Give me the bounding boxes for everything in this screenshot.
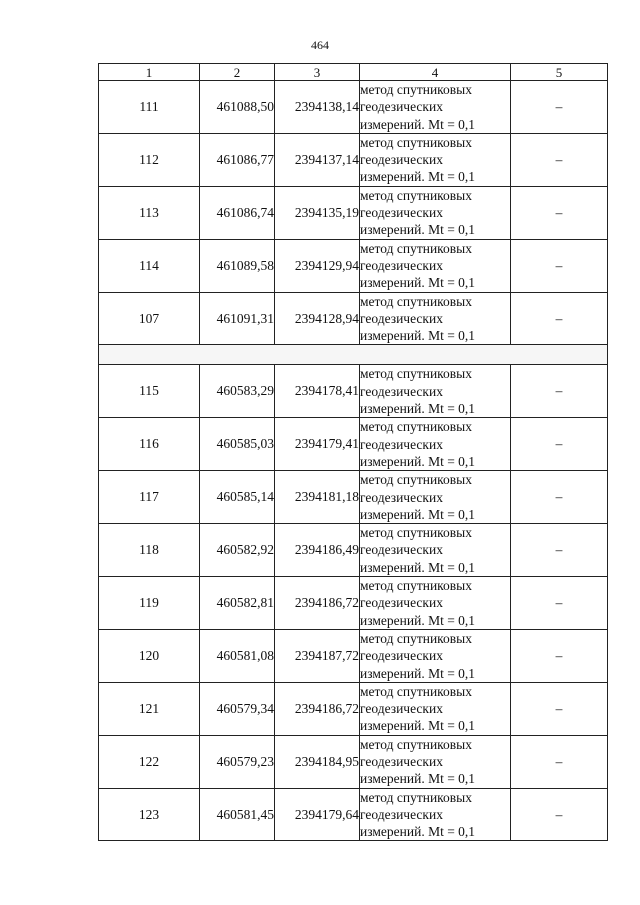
point-number-cell: 116 bbox=[99, 418, 200, 471]
method-cell bbox=[360, 682, 511, 735]
table-row bbox=[99, 682, 608, 735]
method-cell bbox=[360, 292, 511, 345]
note-cell: – bbox=[511, 292, 608, 345]
method-line: измерений. Mt = 0,1 bbox=[360, 222, 476, 238]
table-header-row bbox=[99, 64, 608, 81]
column-header-1: 1 bbox=[99, 64, 200, 81]
method-line: геодезических bbox=[360, 701, 443, 717]
method-line: метод спутниковых bbox=[360, 578, 472, 594]
method-line: геодезических bbox=[360, 753, 443, 769]
coordinate-x-cell: 460581,45 bbox=[200, 788, 275, 841]
method-cell bbox=[360, 735, 511, 788]
point-number-cell: 122 bbox=[99, 735, 200, 788]
coordinate-x-cell: 461086,77 bbox=[200, 133, 275, 186]
method-line: геодезических bbox=[360, 595, 443, 611]
table-row bbox=[99, 186, 608, 239]
coordinate-y-cell: 2394186,72 bbox=[275, 682, 360, 735]
method-line: измерений. Mt = 0,1 bbox=[360, 771, 476, 787]
method-cell bbox=[360, 186, 511, 239]
coordinate-x-cell: 460585,14 bbox=[200, 471, 275, 524]
column-header-4: 4 bbox=[360, 64, 511, 81]
coordinate-x-cell: 461091,31 bbox=[200, 292, 275, 345]
method-line: измерений. Mt = 0,1 bbox=[360, 506, 476, 522]
table-row bbox=[99, 239, 608, 292]
coordinate-y-cell: 2394135,19 bbox=[275, 186, 360, 239]
table-row bbox=[99, 133, 608, 186]
note-cell: – bbox=[511, 471, 608, 524]
coordinate-y-cell: 2394184,95 bbox=[275, 735, 360, 788]
coordinate-y-cell: 2394187,72 bbox=[275, 629, 360, 682]
coordinate-x-cell: 461086,74 bbox=[200, 186, 275, 239]
note-cell: – bbox=[511, 133, 608, 186]
coordinate-x-cell: 460581,08 bbox=[200, 629, 275, 682]
method-line: геодезических bbox=[360, 436, 443, 452]
note-cell: – bbox=[511, 239, 608, 292]
point-number-cell: 117 bbox=[99, 471, 200, 524]
coordinate-x-cell: 460582,81 bbox=[200, 577, 275, 630]
coordinates-table bbox=[98, 63, 608, 841]
method-line: метод спутниковых bbox=[360, 293, 472, 309]
coordinate-y-cell: 2394186,49 bbox=[275, 524, 360, 577]
coordinate-y-cell: 2394179,41 bbox=[275, 418, 360, 471]
point-number-cell: 107 bbox=[99, 292, 200, 345]
method-line: геодезических bbox=[360, 648, 443, 664]
table-row bbox=[99, 577, 608, 630]
coordinate-y-cell: 2394128,94 bbox=[275, 292, 360, 345]
method-line: метод спутниковых bbox=[360, 82, 472, 97]
method-cell bbox=[360, 418, 511, 471]
method-line: измерений. Mt = 0,1 bbox=[360, 612, 476, 628]
point-number-cell: 111 bbox=[99, 81, 200, 134]
table-row bbox=[99, 292, 608, 345]
method-cell bbox=[360, 471, 511, 524]
note-cell: – bbox=[511, 629, 608, 682]
coordinate-y-cell: 2394186,72 bbox=[275, 577, 360, 630]
table-row bbox=[99, 81, 608, 134]
method-line: измерений. Mt = 0,1 bbox=[360, 328, 476, 344]
note-cell: – bbox=[511, 186, 608, 239]
table-row bbox=[99, 629, 608, 682]
table-row bbox=[99, 735, 608, 788]
method-cell bbox=[360, 788, 511, 841]
method-line: измерений. Mt = 0,1 bbox=[360, 453, 476, 469]
note-cell: – bbox=[511, 418, 608, 471]
coordinate-x-cell: 461089,58 bbox=[200, 239, 275, 292]
method-line: геодезических bbox=[360, 489, 443, 505]
method-cell bbox=[360, 133, 511, 186]
note-cell: – bbox=[511, 682, 608, 735]
method-line: метод спутниковых bbox=[360, 240, 472, 256]
method-cell bbox=[360, 81, 511, 134]
coordinate-x-cell: 460582,92 bbox=[200, 524, 275, 577]
method-line: геодезических bbox=[360, 383, 443, 399]
method-line: метод спутниковых bbox=[360, 789, 472, 805]
method-line: метод спутниковых bbox=[360, 366, 472, 382]
note-cell: – bbox=[511, 524, 608, 577]
method-line: геодезических bbox=[360, 205, 443, 221]
method-line: геодезических bbox=[360, 99, 443, 115]
point-number-cell: 123 bbox=[99, 788, 200, 841]
column-header-3: 3 bbox=[275, 64, 360, 81]
method-line: геодезических bbox=[360, 152, 443, 168]
table-row bbox=[99, 471, 608, 524]
table-row bbox=[99, 418, 608, 471]
method-line: измерений. Mt = 0,1 bbox=[360, 665, 476, 681]
method-line: измерений. Mt = 0,1 bbox=[360, 824, 476, 840]
method-line: измерений. Mt = 0,1 bbox=[360, 169, 476, 185]
method-line: измерений. Mt = 0,1 bbox=[360, 401, 476, 417]
coordinate-x-cell: 461088,50 bbox=[200, 81, 275, 134]
method-line: метод спутниковых bbox=[360, 630, 472, 646]
method-line: метод спутниковых bbox=[360, 525, 472, 541]
note-cell: – bbox=[511, 365, 608, 418]
method-line: геодезических bbox=[360, 806, 443, 822]
method-line: геодезических bbox=[360, 257, 443, 273]
coordinate-x-cell: 460583,29 bbox=[200, 365, 275, 418]
method-line: измерений. Mt = 0,1 bbox=[360, 718, 476, 734]
method-cell bbox=[360, 239, 511, 292]
coordinate-y-cell: 2394137,14 bbox=[275, 133, 360, 186]
point-number-cell: 118 bbox=[99, 524, 200, 577]
method-line: метод спутниковых bbox=[360, 187, 472, 203]
coordinate-y-cell: 2394129,94 bbox=[275, 239, 360, 292]
method-line: метод спутниковых bbox=[360, 736, 472, 752]
point-number-cell: 115 bbox=[99, 365, 200, 418]
section-separator-row bbox=[99, 345, 608, 365]
coordinate-x-cell: 460579,34 bbox=[200, 682, 275, 735]
method-line: измерений. Mt = 0,1 bbox=[360, 275, 476, 291]
method-line: измерений. Mt = 0,1 bbox=[360, 559, 476, 575]
method-cell bbox=[360, 365, 511, 418]
coordinate-y-cell: 2394138,14 bbox=[275, 81, 360, 134]
coordinate-y-cell: 2394178,41 bbox=[275, 365, 360, 418]
method-line: метод спутниковых bbox=[360, 683, 472, 699]
coordinate-x-cell: 460579,23 bbox=[200, 735, 275, 788]
coordinate-y-cell: 2394179,64 bbox=[275, 788, 360, 841]
page-number: 464 bbox=[311, 38, 329, 52]
method-cell bbox=[360, 629, 511, 682]
column-header-2: 2 bbox=[200, 64, 275, 81]
note-cell: – bbox=[511, 577, 608, 630]
table-row bbox=[99, 524, 608, 577]
method-line: геодезических bbox=[360, 310, 443, 326]
method-cell bbox=[360, 524, 511, 577]
point-number-cell: 121 bbox=[99, 682, 200, 735]
method-line: метод спутниковых bbox=[360, 419, 472, 435]
point-number-cell: 120 bbox=[99, 629, 200, 682]
method-cell bbox=[360, 577, 511, 630]
coordinate-x-cell: 460585,03 bbox=[200, 418, 275, 471]
point-number-cell: 112 bbox=[99, 133, 200, 186]
section-separator-cell bbox=[99, 345, 608, 365]
note-cell: – bbox=[511, 81, 608, 134]
column-header-5: 5 bbox=[511, 64, 608, 81]
table-row bbox=[99, 788, 608, 841]
method-line: метод спутниковых bbox=[360, 472, 472, 488]
method-line: геодезических bbox=[360, 542, 443, 558]
note-cell: – bbox=[511, 788, 608, 841]
point-number-cell: 114 bbox=[99, 239, 200, 292]
method-line: измерений. Mt = 0,1 bbox=[360, 116, 476, 132]
note-cell: – bbox=[511, 735, 608, 788]
table-row bbox=[99, 365, 608, 418]
point-number-cell: 119 bbox=[99, 577, 200, 630]
method-line: метод спутниковых bbox=[360, 134, 472, 150]
coordinate-y-cell: 2394181,18 bbox=[275, 471, 360, 524]
table-body bbox=[99, 81, 608, 841]
point-number-cell: 113 bbox=[99, 186, 200, 239]
